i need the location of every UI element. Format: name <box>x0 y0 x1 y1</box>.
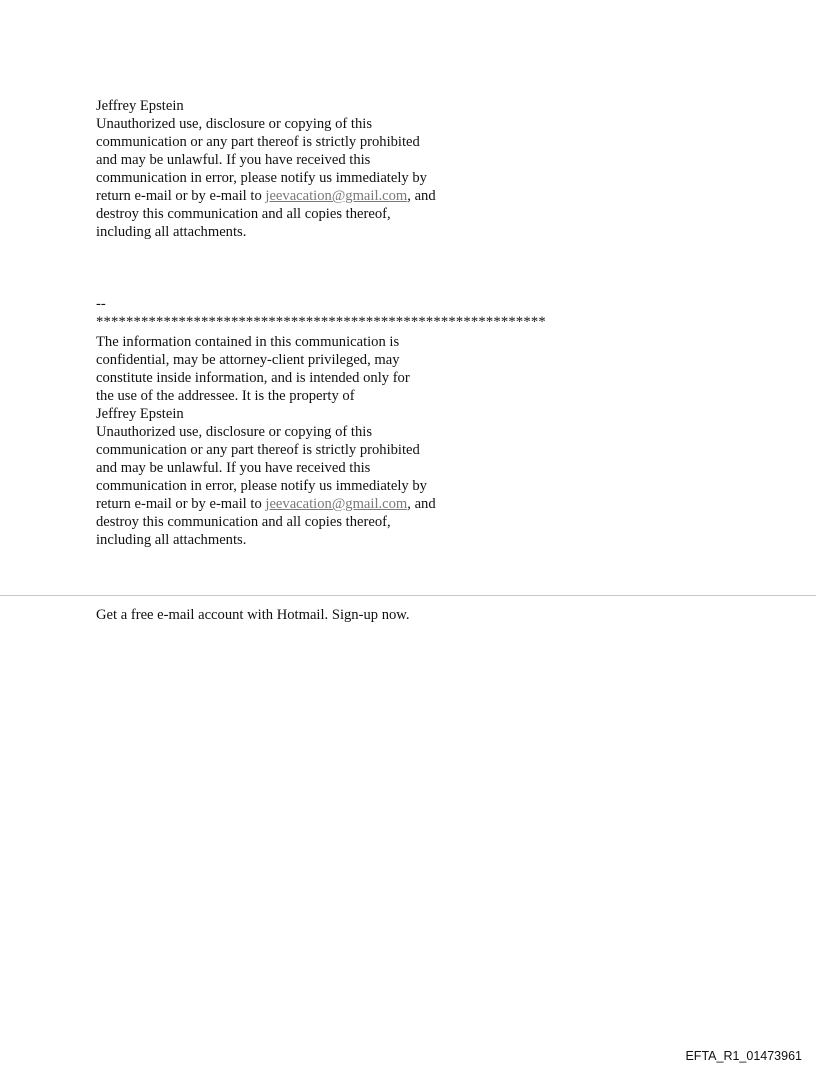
disclaimer-line: communication or any part thereof is strictly prohibited <box>96 134 420 150</box>
email-link[interactable]: jeevacation@gmail.com <box>265 496 408 512</box>
disclaimer-line: Unauthorized use, disclosure or copying of this <box>96 116 373 132</box>
disclaimer-line: and may be unlawful. If you have received this <box>96 460 371 476</box>
disclaimer-line: and may be unlawful. If you have received this <box>96 152 371 168</box>
disclaimer-return-line <box>96 495 656 513</box>
disclaimer-line: confidential, may be attorney-client privileged, may <box>96 352 400 368</box>
return-suffix: , and <box>407 496 436 512</box>
hotmail-footer: Get a free e-mail account with Hotmail. Sign-up now. <box>96 607 410 623</box>
disclaimer-line: The information contained in this communication is <box>96 334 400 350</box>
disclaimer-line: communication or any part thereof is strictly prohibited <box>96 442 420 458</box>
signature-separator: -- <box>96 296 106 312</box>
disclaimer-return-line <box>96 187 656 205</box>
sender-name: Jeffrey Epstein <box>96 98 184 114</box>
horizontal-divider <box>0 595 816 596</box>
disclaimer-line: Unauthorized use, disclosure or copying of this <box>96 424 373 440</box>
disclaimer-line: communication in error, please notify us immediately by <box>96 478 427 494</box>
disclaimer-block-2 <box>96 333 656 549</box>
disclaimer-line: destroy this communication and all copies thereof, <box>96 206 391 222</box>
disclaimer-line: communication in error, please notify us immediately by <box>96 170 427 186</box>
disclaimer-line: including all attachments. <box>96 224 247 240</box>
disclaimer-line: destroy this communication and all copies thereof, <box>96 514 391 530</box>
document-id: EFTA_R1_01473961 <box>685 1049 802 1063</box>
disclaimer-block-1 <box>96 97 656 241</box>
disclaimer-line: including all attachments. <box>96 532 247 548</box>
asterisk-divider: ************************************************************ <box>96 314 546 330</box>
email-link[interactable]: jeevacation@gmail.com <box>265 188 408 204</box>
disclaimer-line: constitute inside information, and is intended only for <box>96 370 410 386</box>
return-prefix: return e-mail or by e-mail to <box>96 188 266 204</box>
sender-name: Jeffrey Epstein <box>96 406 184 422</box>
return-prefix: return e-mail or by e-mail to <box>96 496 266 512</box>
return-suffix: , and <box>407 188 436 204</box>
disclaimer-line: the use of the addressee. It is the property of <box>96 388 355 404</box>
